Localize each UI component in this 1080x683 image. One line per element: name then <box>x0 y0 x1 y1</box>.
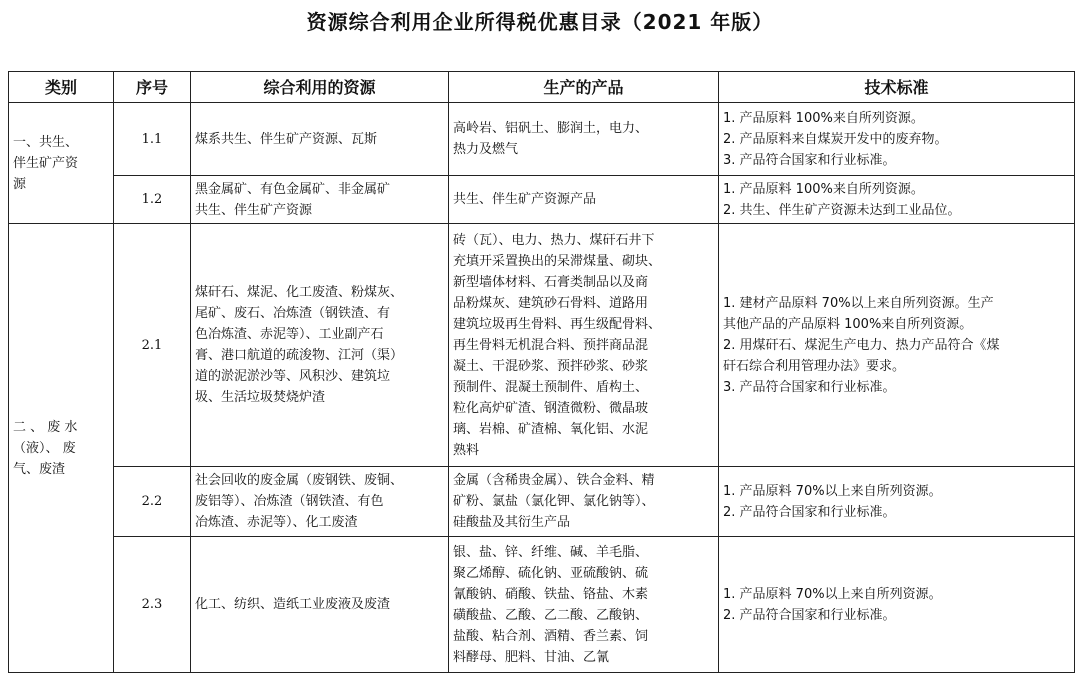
row-number: 2.2 <box>114 467 191 537</box>
standard-cell <box>719 224 1075 467</box>
resource-cell <box>191 537 449 673</box>
resource-cell <box>191 176 449 224</box>
product-line: 硅酸盐及其衍生产品 <box>453 515 571 530</box>
row-number: 1.2 <box>114 176 191 224</box>
resource-line: 色冶炼渣、赤泥等）、工业副产石 <box>195 327 384 342</box>
resource-line: 圾、生活垃圾焚烧炉渣 <box>195 390 326 405</box>
row-number: 2.1 <box>114 224 191 467</box>
table-row <box>9 176 1075 224</box>
header-standard: 技术标准 <box>719 72 1075 103</box>
product-line: 氰酸钠、硝酸、铁盐、铬盐、木素 <box>453 586 649 602</box>
category-cell <box>9 103 114 224</box>
standard-line: 3. 产品符合国家和行业标准。 <box>723 152 896 168</box>
header-product: 生产的产品 <box>449 72 719 103</box>
product-line: 料酵母、肥料、甘油、乙氰 <box>453 649 610 665</box>
resource-line: 冶炼渣、赤泥等）、化工废渣 <box>195 515 358 530</box>
standard-line: 2. 产品符合国家和行业标准。 <box>723 607 896 623</box>
product-line: 熟料 <box>453 442 480 458</box>
product-line: 热力及燃气 <box>453 142 519 157</box>
product-line: 品粉煤灰、建筑砂石骨料、道路用 <box>453 295 649 311</box>
product-line: 粒化高炉矿渣、钢渣微粉、微晶玻 <box>453 400 649 416</box>
resource-line: 废铝等）、冶炼渣（钢铁渣、有色 <box>195 494 384 509</box>
header-row <box>9 72 1075 103</box>
standard-line: 2. 用煤矸石、煤泥生产电力、热力产品符合《煤 <box>723 337 1000 353</box>
product-cell <box>449 467 719 537</box>
header-number: 序号 <box>114 72 191 103</box>
product-line: 盐酸、粘合剂、酒精、香兰素、饲 <box>453 628 649 644</box>
standard-line: 1. 建材产品原料 70%以上来自所列资源。生产 <box>723 295 994 311</box>
standard-line: 1. 产品原料 70%以上来自所列资源。 <box>723 586 942 602</box>
product-line: 聚乙烯醇、硫化钠、亚硫酸钠、硫 <box>453 565 649 581</box>
product-line: 磺酸盐、乙酸、乙二酸、乙酸钠、 <box>453 607 649 623</box>
table-row <box>9 224 1075 467</box>
category-line: （液）、 废 <box>13 440 76 456</box>
standard-line: 2. 产品符合国家和行业标准。 <box>723 504 896 520</box>
product-cell <box>449 103 719 176</box>
resource-cell <box>191 224 449 467</box>
catalog-table <box>8 71 1075 673</box>
standard-line: 2. 共生、伴生矿产资源未达到工业品位。 <box>723 202 961 218</box>
product-line: 建筑垃圾再生骨料、再生级配骨料、 <box>453 316 662 332</box>
resource-cell <box>191 103 449 176</box>
standard-line: 1. 产品原料 100%来自所列资源。 <box>723 181 924 197</box>
resource-line: 煤矸石、煤泥、化工废渣、粉煤灰、 <box>195 285 404 300</box>
header-resource: 综合利用的资源 <box>191 72 449 103</box>
category-cell <box>9 224 114 673</box>
standard-cell <box>719 176 1075 224</box>
header-category: 类别 <box>9 72 114 103</box>
table-row <box>9 467 1075 537</box>
product-line: 璃、岩棉、矿渣棉、氧化铝、水泥 <box>453 421 649 437</box>
resource-line: 尾矿、废石、冶炼渣（钢铁渣、有 <box>195 306 391 321</box>
resource-cell <box>191 467 449 537</box>
product-line: 凝土、干混砂浆、预拌砂浆、砂浆 <box>453 358 649 374</box>
product-line: 矿粉、氯盐（氯化钾、氯化钠等）、 <box>453 494 655 509</box>
standard-line: 2. 产品原料来自煤炭开发中的废弃物。 <box>723 131 948 147</box>
category-line: 伴生矿产资 <box>13 155 79 171</box>
resource-line: 黑金属矿、有色金属矿、非金属矿 <box>195 181 391 197</box>
product-line: 新型墙体材料、石膏类制品以及商 <box>453 274 649 290</box>
product-line: 共生、伴生矿产资源产品 <box>453 192 597 207</box>
standard-cell <box>719 103 1075 176</box>
standard-cell <box>719 537 1075 673</box>
standard-cell <box>719 467 1075 537</box>
product-cell <box>449 224 719 467</box>
product-cell <box>449 176 719 224</box>
standard-line: 1. 产品原料 100%来自所列资源。 <box>723 110 924 126</box>
resource-line: 社会回收的废金属（废钢铁、废铜、 <box>195 473 404 488</box>
standard-line: 矸石综合利用管理办法》要求。 <box>723 358 906 374</box>
product-line: 充填开采置换出的呆滞煤量、砌块、 <box>453 253 662 269</box>
product-line: 金属（含稀贵金属）、铁合金料、精 <box>453 473 655 488</box>
resource-line: 共生、伴生矿产资源 <box>195 202 313 218</box>
category-line: 气、废渣 <box>13 461 66 477</box>
product-line: 银、盐、锌、纤维、碱、羊毛脂、 <box>453 544 649 560</box>
document-title: 资源综合利用企业所得税优惠目录（2021 年版） <box>306 10 774 34</box>
category-line: 一、共生、 <box>13 134 79 150</box>
resource-line: 化工、纺织、造纸工业废液及废渣 <box>195 597 391 612</box>
product-line: 再生骨料无机混合料、预拌商品混 <box>453 337 649 353</box>
product-line: 砖（瓦）、电力、热力、煤矸石井下 <box>453 232 655 248</box>
category-line: 源 <box>13 176 27 192</box>
standard-line: 1. 产品原料 70%以上来自所列资源。 <box>723 483 942 499</box>
resource-line: 道的淤泥淤沙等、风积沙、建筑垃 <box>195 369 391 384</box>
standard-line: 其他产品的产品原料 100%来自所列资源。 <box>723 316 973 332</box>
category-line: 二 、 废 水 <box>13 419 78 435</box>
resource-line: 膏、港口航道的疏浚物、江河（渠） <box>195 348 404 363</box>
table-row <box>9 537 1075 673</box>
table-row <box>9 103 1075 176</box>
row-number: 1.1 <box>114 103 191 176</box>
standard-line: 3. 产品符合国家和行业标准。 <box>723 379 896 395</box>
product-cell <box>449 537 719 673</box>
product-line: 预制件、混凝土预制件、盾构土、 <box>453 379 649 395</box>
product-line: 高岭岩、铝矾土、膨润土，电力、 <box>453 121 649 136</box>
resource-line: 煤系共生、伴生矿产资源、瓦斯 <box>195 131 378 147</box>
row-number: 2.3 <box>114 537 191 673</box>
